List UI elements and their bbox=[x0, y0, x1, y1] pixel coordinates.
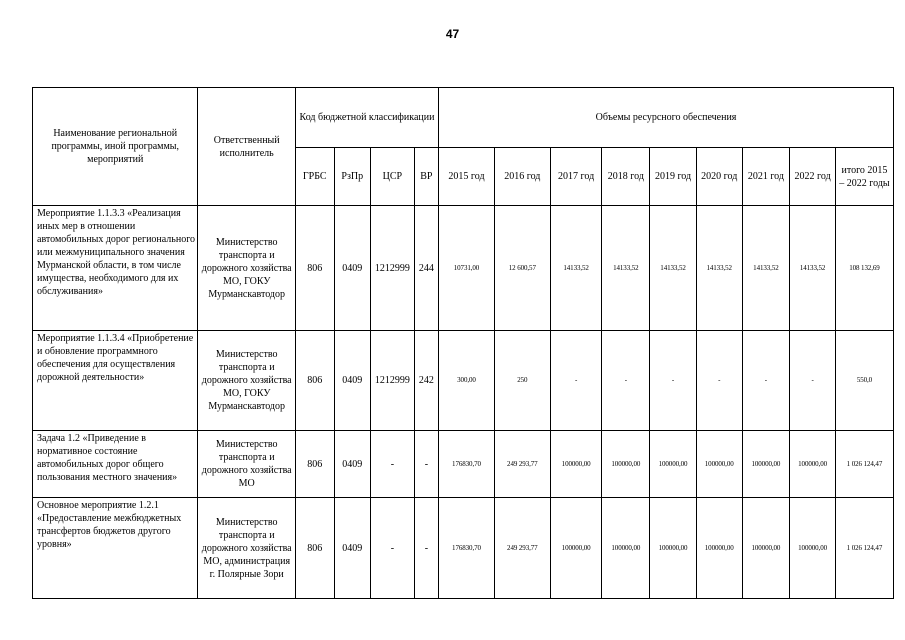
row-executor: Министерство транспорта и дорожного хозяйства МО, ГОКУ Мурманскавтодор bbox=[198, 331, 295, 431]
row-value: 14133,52 bbox=[696, 206, 742, 331]
row-value: 100000,00 bbox=[650, 498, 697, 599]
row-value: - bbox=[790, 331, 836, 431]
row-value: 100000,00 bbox=[790, 431, 836, 498]
row-value: 249 293,77 bbox=[494, 498, 550, 599]
row-value: 100000,00 bbox=[550, 431, 602, 498]
header-rzpr: РзПр bbox=[334, 148, 371, 206]
row-value: 100000,00 bbox=[790, 498, 836, 599]
row-name: Мероприятие 1.1.3.3 «Реализация иных мер в отношении автомобильных дорог регионального или межмуниципального значения Мурманской области, в том числе имущества, необходимого для их обслуживания» bbox=[33, 206, 198, 331]
row-vr: - bbox=[414, 431, 438, 498]
budget-table bbox=[32, 87, 894, 599]
row-grbs: 806 bbox=[295, 498, 334, 599]
row-grbs: 806 bbox=[295, 331, 334, 431]
row-value: 12 600,57 bbox=[494, 206, 550, 331]
row-value: 14133,52 bbox=[790, 206, 836, 331]
row-value: 100000,00 bbox=[650, 431, 697, 498]
row-rzpr: 0409 bbox=[334, 431, 371, 498]
header-year-2021: 2021 год bbox=[742, 148, 790, 206]
table-row bbox=[33, 331, 894, 431]
row-value: 14133,52 bbox=[602, 206, 650, 331]
row-value: 14133,52 bbox=[550, 206, 602, 331]
row-value: - bbox=[742, 331, 790, 431]
header-year-2022: 2022 год bbox=[790, 148, 836, 206]
row-value: 550,0 bbox=[835, 331, 893, 431]
row-rzpr: 0409 bbox=[334, 206, 371, 331]
header-year-2017: 2017 год bbox=[550, 148, 602, 206]
row-value: - bbox=[696, 331, 742, 431]
row-name: Основное мероприятие 1.2.1 «Предоставление межбюджетных трансфертов бюджетов другого уровня» bbox=[33, 498, 198, 599]
row-value: 100000,00 bbox=[696, 498, 742, 599]
row-value: - bbox=[602, 331, 650, 431]
row-executor: Министерство транспорта и дорожного хозяйства МО, администрация г. Полярные Зори bbox=[198, 498, 295, 599]
row-rzpr: 0409 bbox=[334, 331, 371, 431]
row-vr: - bbox=[414, 498, 438, 599]
header-resources: Объемы ресурсного обеспечения bbox=[439, 88, 894, 148]
header-year-2019: 2019 год bbox=[650, 148, 697, 206]
header-grbs: ГРБС bbox=[295, 148, 334, 206]
row-vr: 242 bbox=[414, 331, 438, 431]
row-csr: 1212999 bbox=[371, 206, 415, 331]
header-total: итого 2015 – 2022 годы bbox=[835, 148, 893, 206]
row-grbs: 806 bbox=[295, 206, 334, 331]
header-name: Наименование региональной программы, иной программы, мероприятий bbox=[33, 88, 198, 206]
row-value: 300,00 bbox=[439, 331, 495, 431]
row-value: 100000,00 bbox=[742, 431, 790, 498]
row-value: 108 132,69 bbox=[835, 206, 893, 331]
row-name: Мероприятие 1.1.3.4 «Приобретение и обновление программного обеспечения для осуществления дорожной деятельности» bbox=[33, 331, 198, 431]
row-name: Задача 1.2 «Приведение в нормативное состояние автомобильных дорог общего пользования местного значения» bbox=[33, 431, 198, 498]
row-value: 1 026 124,47 bbox=[835, 431, 893, 498]
header-year-2016: 2016 год bbox=[494, 148, 550, 206]
row-value: 14133,52 bbox=[742, 206, 790, 331]
row-executor: Министерство транспорта и дорожного хозяйства МО bbox=[198, 431, 295, 498]
header-budget-code: Код бюджетной классификации bbox=[295, 88, 438, 148]
row-grbs: 806 bbox=[295, 431, 334, 498]
row-value: 176830,70 bbox=[439, 431, 495, 498]
row-csr: - bbox=[371, 431, 415, 498]
header-executor: Ответственный исполнитель bbox=[198, 88, 295, 206]
row-csr: - bbox=[371, 498, 415, 599]
table-row bbox=[33, 431, 894, 498]
row-value: 100000,00 bbox=[602, 431, 650, 498]
header-row-1 bbox=[33, 88, 894, 148]
row-value: 100000,00 bbox=[550, 498, 602, 599]
row-vr: 244 bbox=[414, 206, 438, 331]
row-executor: Министерство транспорта и дорожного хозяйства МО, ГОКУ Мурманскавтодор bbox=[198, 206, 295, 331]
header-csr: ЦСР bbox=[371, 148, 415, 206]
table-row bbox=[33, 206, 894, 331]
row-value: - bbox=[550, 331, 602, 431]
row-value: 1 026 124,47 bbox=[835, 498, 893, 599]
row-value: 14133,52 bbox=[650, 206, 697, 331]
header-year-2018: 2018 год bbox=[602, 148, 650, 206]
row-value: 176830,70 bbox=[439, 498, 495, 599]
row-rzpr: 0409 bbox=[334, 498, 371, 599]
page-number: 47 bbox=[445, 27, 460, 41]
row-value: 249 293,77 bbox=[494, 431, 550, 498]
row-value: 100000,00 bbox=[696, 431, 742, 498]
row-value: - bbox=[650, 331, 697, 431]
header-year-2015: 2015 год bbox=[439, 148, 495, 206]
row-value: 10731,00 bbox=[439, 206, 495, 331]
row-csr: 1212999 bbox=[371, 331, 415, 431]
header-vr: ВР bbox=[414, 148, 438, 206]
table-row bbox=[33, 498, 894, 599]
row-value: 100000,00 bbox=[742, 498, 790, 599]
row-value: 100000,00 bbox=[602, 498, 650, 599]
header-year-2020: 2020 год bbox=[696, 148, 742, 206]
row-value: 250 bbox=[494, 331, 550, 431]
